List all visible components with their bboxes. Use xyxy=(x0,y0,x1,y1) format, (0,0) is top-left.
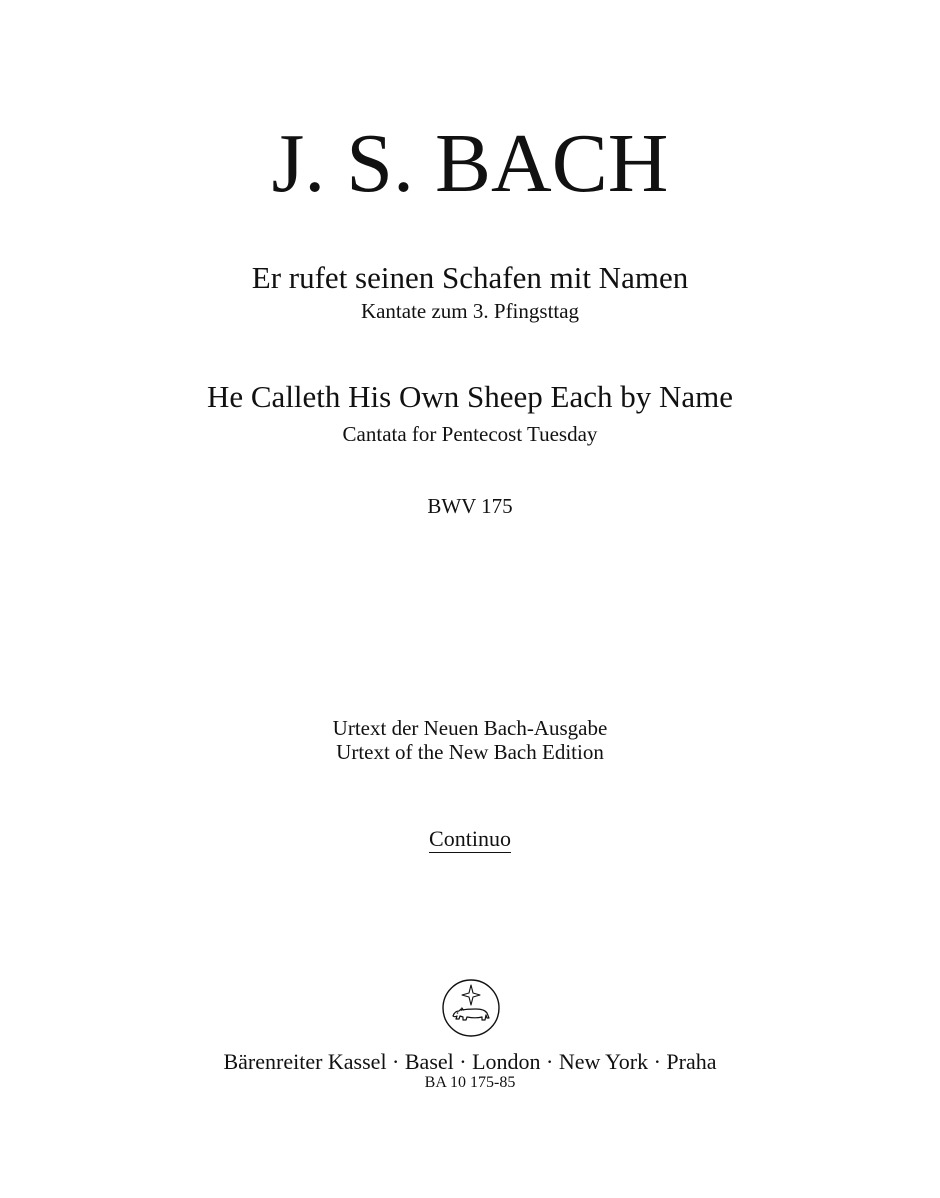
subtitle-german: Kantate zum 3. Pfingsttag xyxy=(360,299,580,323)
urtext-english: Urtext of the New Bach Edition xyxy=(336,740,604,764)
subtitle-english: Cantata for Pentecost Tuesday xyxy=(342,422,598,446)
urtext-german: Urtext der Neuen Bach-Ausgabe xyxy=(332,716,608,740)
title-english: He Calleth His Own Sheep Each by Name xyxy=(206,379,733,414)
publisher-imprint: Bärenreiter Kassel · Basel · London · New York · Praha xyxy=(223,1049,717,1074)
edition-number: BA 10 175-85 xyxy=(424,1074,516,1091)
title-german: Er rufet seinen Schafen mit Namen xyxy=(251,260,689,295)
part-name-text: Continuo xyxy=(429,826,511,851)
part-name xyxy=(0,828,940,853)
catalog-number: BWV 175 xyxy=(427,494,513,518)
composer-name: J. S. BACH xyxy=(271,117,669,210)
baerenreiter-bear-logo-icon xyxy=(441,978,501,1038)
